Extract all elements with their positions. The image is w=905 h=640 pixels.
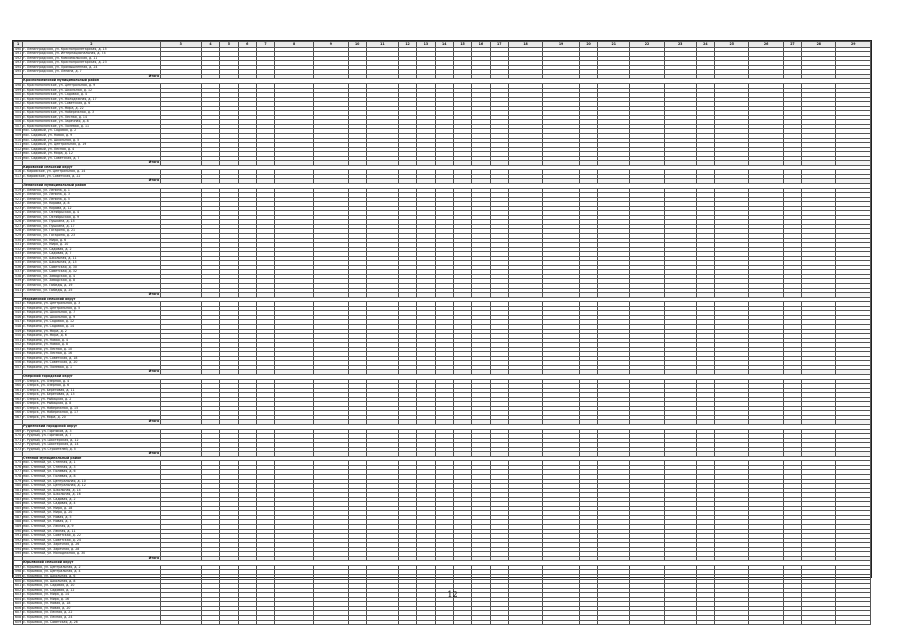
row-number-cell: 516 — [15, 169, 22, 174]
row-number-cell: 570 — [15, 433, 22, 438]
row-number-cell: 507 — [15, 123, 22, 128]
row-number-cell: 594 — [15, 546, 22, 551]
row-number-cell: 525 — [15, 214, 22, 219]
row-number-cell: 543 — [15, 301, 22, 306]
row-number-cell: 534 — [15, 255, 22, 260]
column-number-cell: 6 — [238, 42, 256, 48]
row-number-cell: 599 — [15, 574, 22, 579]
address-cell: с. Юрьевка, ул. Центральная, д. 2 — [23, 565, 160, 570]
column-number-cell: 9 — [314, 42, 348, 48]
row-number-cell: 512 — [15, 146, 22, 151]
row-number-cell: 492 — [15, 55, 22, 60]
row-number-cell: 560 — [15, 383, 22, 388]
address-cell: пос. Степной, ул. Советская, д. 24 — [23, 538, 160, 543]
row-number-cell: 595 — [15, 551, 22, 556]
row-number-cell: 522 — [15, 201, 22, 206]
address-cell: с. Юрьевка, ул. Садовая, д. 10 — [23, 584, 160, 589]
address-cell: с. Юрьевка, ул. Лесная, д. 22 — [23, 611, 160, 616]
row-number-cell: 501 — [15, 96, 22, 101]
row-number-cell: 585 — [15, 505, 22, 510]
address-cell: г. Ленинск, ул. Пушкина, д. 17 — [23, 224, 160, 229]
row-number-cell: 504 — [15, 110, 22, 115]
row-number-cell: 578 — [15, 474, 22, 478]
address-cell: с. Кировское, ул. Советская, д. 22 — [23, 174, 160, 179]
address-cell: г. Ленинградская, ул. Интернациональная, д. 74 — [23, 52, 160, 57]
column-number-cell: 29 — [836, 42, 871, 48]
address-cell: пос. Степной, ул. Степная, д. 3 — [23, 465, 160, 470]
address-cell: с. Маркино, ул. Центральная, д. 3 — [23, 302, 160, 307]
page-number: 12 — [447, 590, 458, 599]
address-cell: г. Ленинск, ул. Советская, д. 30 — [23, 265, 160, 270]
address-cell: г. Озерск, ул. Набережная, д. 15 — [23, 406, 160, 411]
address-cell: с. Краснополянское, ул. Заречная, д. 8 — [23, 120, 160, 125]
address-cell: с. Маркино, ул. Садовая, д. 14 — [23, 324, 160, 329]
row-number-cell: 526 — [15, 219, 22, 224]
row-number-cell: 593 — [15, 542, 22, 547]
address-cell: г. Ленинск, ул. Советская, д. 32 — [23, 270, 160, 275]
address-cell: г. Озерск, ул. Озерная, д. 6 — [23, 384, 160, 389]
address-cell: с. Юрьевка, ул. Новая, д. 20 — [23, 606, 160, 611]
row-number-cell: 541 — [15, 287, 22, 292]
document-sheet — [12, 40, 872, 624]
address-cell: г. Озерск, ул. Рыбацкая, д. 8 — [23, 402, 160, 407]
address-cell: пос. Степной, ул. Заречная, д. 26 — [23, 543, 160, 548]
address-cell: с. Краснополянское, ул. Набережная, д. 3 — [23, 111, 160, 116]
row-number-cell: 605 — [15, 601, 22, 606]
address-cell: г. Ленинск, ул. Школьная, д. 11 — [23, 256, 160, 261]
row-number-cell: 500 — [15, 92, 22, 97]
column-number-cell: 3 — [160, 42, 201, 48]
address-cell: с. Юрьевка, ул. Мира, д. 16 — [23, 597, 160, 602]
column-number-cell: 19 — [543, 42, 580, 48]
value-cell — [201, 620, 219, 625]
row-number-cell: 521 — [15, 196, 22, 201]
row-number-cell: 546 — [15, 314, 22, 319]
column-number-cell: 12 — [398, 42, 416, 48]
row-number-cell: 569 — [15, 428, 22, 433]
row-number-cell: 567 — [15, 414, 22, 419]
section-title: Краснополянский муниципальный район — [23, 79, 871, 84]
address-cell: г. Ленинск, ул. Кирова, д. 8 — [23, 202, 160, 207]
address-cell: г. Ленинск, ул. Мира, д. 10 — [23, 243, 160, 248]
section-title: Озерский городской округ — [23, 374, 871, 379]
value-cell — [783, 620, 801, 625]
address-cell: пос. Степной, ул. Полевая, д. 8 — [23, 475, 160, 480]
total-label: Итого — [23, 74, 160, 79]
address-cell: г. Ленинградская, ул. Ленина, д. 7 — [23, 70, 160, 75]
column-number-cell: 8 — [275, 42, 314, 48]
row-number-cell: 535 — [15, 260, 22, 265]
row-number-cell: 586 — [15, 510, 22, 515]
row-number-cell: 490 — [15, 46, 22, 51]
row-number-cell: 550 — [15, 333, 22, 338]
address-cell: пос. Степной, ул. Садовая, д. 2 — [23, 497, 160, 502]
row-number-cell: 499 — [15, 87, 22, 92]
value-cell — [579, 620, 597, 625]
row-number-cell: 506 — [15, 119, 22, 124]
row-number-cell: 573 — [15, 446, 22, 451]
address-cell: г. Ленинградская, ул. Промышленная, д. 24 — [23, 65, 160, 70]
address-cell: с. Юрьевка, ул. Садовая, д. 12 — [23, 588, 160, 593]
row-number-cell: 532 — [15, 246, 22, 251]
row-number-cell: 533 — [15, 251, 22, 256]
address-cell: г. Озерск, ул. Береговая, д. 11 — [23, 388, 160, 393]
address-cell: с. Краснополянское, ул. Молодежная, д. 17 — [23, 97, 160, 102]
column-number-cell: 15 — [453, 42, 471, 48]
row-number-cell: 591 — [15, 533, 22, 538]
row-number-cell: 508 — [15, 128, 22, 133]
value-cell — [314, 620, 348, 625]
column-number-cell: 1 — [14, 42, 23, 48]
row-number-cell: 531 — [15, 242, 22, 247]
row-number-cell: 494 — [15, 64, 22, 69]
row-number-cell: 539 — [15, 278, 22, 283]
row-number-cell: 510 — [15, 137, 22, 142]
row-number-cell: 607 — [15, 610, 22, 615]
address-cell: с. Юрьевка, ул. Новая, д. 18 — [23, 602, 160, 607]
address-cell: пос. Степной, ул. Степная, д. 1 — [23, 461, 160, 466]
address-cell: пос. Садовый, ул. Новая, д. 9 — [23, 133, 160, 138]
value-cell — [802, 620, 836, 625]
table-row — [14, 620, 871, 625]
row-number-cell: 529 — [15, 233, 22, 238]
row-number-cell: 566 — [15, 410, 22, 415]
address-cell: пос. Степной, ул. Молодежная, д. 30 — [23, 552, 160, 557]
address-cell: с. Маркино, ул. Полевая, д. 1 — [23, 365, 160, 370]
address-cell: г. Ленинск, ул. Школьная, д. 13 — [23, 261, 160, 266]
address-cell: пос. Степной, ул. Полевая, д. 6 — [23, 470, 160, 475]
row-number-cell: 495 — [15, 69, 22, 74]
address-cell: г. Рудный, ул. Шахтерская, д. 14 — [23, 443, 160, 448]
column-number-cell: 25 — [715, 42, 749, 48]
value-cell — [472, 620, 490, 625]
row-number-cell: 527 — [15, 223, 22, 228]
column-number-cell: 10 — [348, 42, 366, 48]
address-cell: г. Ленинградская, ул. Комсомольская, д. 11 — [23, 56, 160, 61]
address-cell: пос. Степной, ул. Лесная, д. 11 — [23, 529, 160, 534]
address-cell: пос. Садовый, ул. Центральная, д. 19 — [23, 143, 160, 148]
row-number-cell: 563 — [15, 396, 22, 401]
row-number-cell: 517 — [15, 173, 22, 178]
row-number-cell: 549 — [15, 328, 22, 333]
address-cell: пос. Садовый, ул. Советская, д. 7 — [23, 156, 160, 161]
row-number-cell: 592 — [15, 537, 22, 542]
column-number-cell: 26 — [749, 42, 783, 48]
row-number-cell: 551 — [15, 337, 22, 342]
address-cell: пос. Степной, ул. Школьная, д. 14 — [23, 488, 160, 493]
total-label: Итого — [23, 179, 160, 184]
column-number-cell: 11 — [366, 42, 398, 48]
address-cell: с. Маркино, ул. Школьная, д. 9 — [23, 315, 160, 320]
address-cell: пос. Степной, ул. Советская, д. 22 — [23, 534, 160, 539]
column-number-cell: 23 — [664, 42, 696, 48]
address-cell: пос. Степной, ул. Садовая, д. 4 — [23, 502, 160, 507]
address-cell: г. Ленинск, ул. Победы, д. 19 — [23, 284, 160, 289]
total-label: Итого — [23, 161, 160, 166]
column-number-cell: 28 — [802, 42, 836, 48]
address-cell: г. Ленинск, ул. Заводская, д. 8 — [23, 279, 160, 284]
address-cell: пос. Степной, ул. Заречная, д. 28 — [23, 547, 160, 552]
address-cell: с. Краснополянское, ул. Школьная, д. 12 — [23, 88, 160, 93]
row-number-cell: 523 — [15, 205, 22, 210]
address-cell: пос. Степной, ул. Лесная, д. 9 — [23, 525, 160, 530]
value-cell — [275, 620, 314, 625]
row-number-cell: 601 — [15, 583, 22, 588]
address-cell: пос. Степной, ул. Мира, д. 20 — [23, 511, 160, 516]
address-cell: г. Озерск, ул. Набережная, д. 17 — [23, 411, 160, 416]
row-number-cell: 556 — [15, 360, 22, 365]
row-number-cell: 600 — [15, 578, 22, 583]
row-number-cell: 538 — [15, 273, 22, 278]
value-cell — [664, 620, 696, 625]
value-cell — [256, 620, 274, 625]
address-cell: пос. Садовый, ул. Школьная, д. 5 — [23, 138, 160, 143]
row-number-cell: 553 — [15, 346, 22, 351]
row-number-cell: 583 — [15, 496, 22, 501]
section-title: Маркинский сельский округ — [23, 297, 871, 302]
row-number-cell: 555 — [15, 355, 22, 360]
row-number-cell: 545 — [15, 310, 22, 315]
address-cell: с. Юрьевка, ул. Школьная, д. 8 — [23, 579, 160, 584]
total-label: Итого — [23, 293, 160, 298]
address-cell: с. Краснополянское, ул. Мира, д. 22 — [23, 106, 160, 111]
address-cell: г. Озерск, ул. Мира, д. 20 — [23, 415, 160, 420]
column-number-cell: 17 — [490, 42, 508, 48]
address-cell: г. Озерск, ул. Рыбацкая, д. 2 — [23, 397, 160, 402]
value-cell — [398, 620, 416, 625]
address-cell: г. Ленинск, ул. Садовая, д. 2 — [23, 247, 160, 252]
address-cell: с. Маркино, ул. Мира, д. 2 — [23, 329, 160, 334]
row-number-cell: 498 — [15, 82, 22, 87]
section-title: Юрьевский сельский округ — [23, 561, 871, 566]
address-cell: г. Рудный, ул. Шахтерская, д. 12 — [23, 438, 160, 443]
address-cell: г. Рудный, ул. Строителей, д. 5 — [23, 447, 160, 452]
row-number-cell: 608 — [15, 614, 22, 619]
row-number-cell: 584 — [15, 501, 22, 506]
address-cell: г. Ленинск, ул. Победы, д. 25 — [23, 288, 160, 293]
row-number-cell: 565 — [15, 405, 22, 410]
address-cell: с. Маркино, ул. Садовая, д. 12 — [23, 320, 160, 325]
row-number-cell: 552 — [15, 342, 22, 347]
address-cell: пос. Садовый, ул. Мира, д. 12 — [23, 152, 160, 157]
value-cell — [348, 620, 366, 625]
address-cell: г. Рудный, ул. Горняков, д. 3 — [23, 429, 160, 434]
address-cell: пос. Садовый, ул. Садовая, д. 2 — [23, 129, 160, 134]
row-number-cell: 572 — [15, 442, 22, 447]
section-title: Рудненский городской округ — [23, 424, 871, 429]
value-cell — [220, 620, 238, 625]
address-cell: с. Юрьевка, ул. Лесная, д. 24 — [23, 615, 160, 620]
value-cell — [749, 620, 783, 625]
value-cell — [630, 620, 664, 625]
column-number-cell: 13 — [417, 42, 435, 48]
row-number-cell: 577 — [15, 469, 22, 474]
row-number-cell: 575 — [15, 460, 22, 465]
address-cell: пос. Степной, ул. Центральная, д. 10 — [23, 479, 160, 484]
row-number-cell: 581 — [15, 487, 22, 492]
row-number-cell: 537 — [15, 269, 22, 274]
value-cell — [160, 620, 201, 625]
address-cell: с. Юрьевка, ул. Центральная, д. 4 — [23, 570, 160, 575]
column-number-cell: 21 — [598, 42, 630, 48]
address-cell: г. Ленинск, ул. Кирова, д. 12 — [23, 206, 160, 211]
total-label: Итого — [23, 556, 160, 561]
value-cell — [490, 620, 508, 625]
row-number-cell: 557 — [15, 364, 22, 369]
address-cell: с. Кировское, ул. Центральная, д. 14 — [23, 170, 160, 175]
value-cell — [366, 620, 398, 625]
address-cell: с. Юрьевка, ул. Советская, д. 26 — [23, 620, 160, 625]
row-number-cell: 493 — [15, 60, 22, 65]
row-number-cell: 511 — [15, 142, 22, 147]
address-cell: г. Ленинск, ул. Мира, д. 6 — [23, 238, 160, 243]
column-number-cell: 5 — [220, 42, 238, 48]
address-cell: г. Ленинск, ул. Ленина, д. 5 — [23, 197, 160, 202]
column-number-cell: 14 — [435, 42, 453, 48]
column-number-cell: 16 — [472, 42, 490, 48]
row-number-cell: 603 — [15, 592, 22, 597]
row-number-cell: 590 — [15, 528, 22, 533]
address-cell: с. Маркино, ул. Центральная, д. 5 — [23, 306, 160, 311]
row-number-cell: 597 — [15, 564, 22, 569]
address-cell: с. Краснополянское, ул. Лесная, д. 14 — [23, 115, 160, 120]
address-cell: с. Маркино, ул. Лесная, д. 16 — [23, 352, 160, 357]
address-cell: пос. Степной, ул. Новая, д. 5 — [23, 515, 160, 520]
row-number-cell: 588 — [15, 519, 22, 524]
address-cell: г. Ленинск, ул. Гагарина, д. 23 — [23, 234, 160, 239]
value-cell — [836, 620, 871, 625]
address-cell: с. Краснополянское, ул. Садовая, д. 4 — [23, 93, 160, 98]
row-number-cell: 544 — [15, 305, 22, 310]
address-cell: г. Ленинградская, ул. Краснопролетарская, д. 15 — [23, 47, 160, 52]
address-cell: с. Маркино, ул. Советская, д. 18 — [23, 356, 160, 361]
row-number-cell: 604 — [15, 596, 22, 601]
column-number-cell: 24 — [696, 42, 714, 48]
row-number-cell: 520 — [15, 192, 22, 197]
address-cell: с. Краснополянское, ул. Советская, д. 6 — [23, 102, 160, 107]
address-cell: с. Маркино, ул. Советская, д. 20 — [23, 361, 160, 366]
total-label: Итого — [23, 420, 160, 425]
row-number-cell: 548 — [15, 323, 22, 328]
address-cell: с. Маркино, ул. Новая, д. 4 — [23, 338, 160, 343]
row-number-cell: 528 — [15, 228, 22, 233]
value-cell — [238, 620, 256, 625]
value-cell — [453, 620, 471, 625]
repair-schedule-table — [13, 41, 871, 625]
value-cell — [543, 620, 580, 625]
row-number-cell: 587 — [15, 514, 22, 519]
section-title: Степной муниципальный район — [23, 456, 871, 461]
row-number-cell: 540 — [15, 283, 22, 288]
address-cell: пос. Степной, ул. Школьная, д. 16 — [23, 493, 160, 498]
address-cell: г. Ленинск, ул. Ленина, д. 3 — [23, 193, 160, 198]
address-cell: г. Озерск, ул. Береговая, д. 13 — [23, 393, 160, 398]
row-number-cell: 547 — [15, 319, 22, 324]
address-cell: с. Краснополянское, ул. Центральная, д. 9 — [23, 83, 160, 88]
address-cell: пос. Степной, ул. Центральная, д. 12 — [23, 484, 160, 489]
row-number-cell: 576 — [15, 464, 22, 469]
value-cell — [598, 620, 630, 625]
total-label: Итого — [23, 452, 160, 457]
value-cell — [715, 620, 749, 625]
row-number-cell: 554 — [15, 351, 22, 356]
address-cell: с. Юрьевка, ул. Школьная, д. 6 — [23, 575, 160, 580]
address-cell: г. Рудный, ул. Горняков, д. 7 — [23, 434, 160, 439]
address-cell: с. Маркино, ул. Школьная, д. 7 — [23, 311, 160, 316]
row-number-cell: 503 — [15, 105, 22, 110]
row-number-cell: 524 — [15, 210, 22, 215]
address-cell: с. Маркино, ул. Мира, д. 6 — [23, 334, 160, 339]
column-number-cell: 7 — [256, 42, 274, 48]
address-cell: г. Озерск, ул. Озерная, д. 4 — [23, 379, 160, 384]
row-number-cell: 579 — [15, 478, 22, 483]
column-number-cell: 20 — [579, 42, 597, 48]
column-number-cell: 27 — [783, 42, 801, 48]
address-cell: г. Ленинск, ул. Октябрьская, д. 4 — [23, 211, 160, 216]
address-cell: г. Ленинск, ул. Заводская, д. 4 — [23, 274, 160, 279]
row-number-cell: 582 — [15, 492, 22, 497]
value-cell — [696, 620, 714, 625]
row-number-cell: 505 — [15, 114, 22, 119]
address-cell: с. Краснополянское, ул. Полевая, д. 11 — [23, 124, 160, 129]
row-number-cell: 606 — [15, 605, 22, 610]
address-cell: с. Маркино, ул. Новая, д. 8 — [23, 343, 160, 348]
row-number-cell: 513 — [15, 151, 22, 156]
address-cell: пос. Садовый, ул. Лесная, д. 4 — [23, 147, 160, 152]
row-number-cell: 559 — [15, 378, 22, 383]
section-title: Кировский сельский округ — [23, 165, 871, 170]
row-number-cell: 580 — [15, 483, 22, 488]
address-cell: пос. Степной, ул. Новая, д. 7 — [23, 520, 160, 525]
row-number-cell: 598 — [15, 569, 22, 574]
column-number-cell: 2 — [23, 42, 160, 48]
row-number-cell: 571 — [15, 437, 22, 442]
row-number-cell: 536 — [15, 264, 22, 269]
address-cell: г. Ленинградская, ул. Краснопролетарская, д. 23 — [23, 61, 160, 66]
column-number-cell: 22 — [630, 42, 664, 48]
value-cell — [417, 620, 435, 625]
address-cell: пос. Степной, ул. Мира, д. 18 — [23, 506, 160, 511]
row-number-cell: 519 — [15, 187, 22, 192]
address-cell: с. Маркино, ул. Лесная, д. 10 — [23, 347, 160, 352]
address-cell: г. Ленинск, ул. Садовая, д. 7 — [23, 252, 160, 257]
column-number-cell: 18 — [508, 42, 542, 48]
row-number-cell: 564 — [15, 401, 22, 406]
row-number-cell: 562 — [15, 392, 22, 397]
column-number-cell: 4 — [201, 42, 219, 48]
section-title: Ленинский муниципальный район — [23, 184, 871, 189]
row-number-cell: 602 — [15, 587, 22, 592]
address-cell: г. Ленинск, ул. Пушкина, д. 15 — [23, 220, 160, 225]
value-cell — [435, 620, 453, 625]
row-number-cell: 514 — [15, 155, 22, 160]
row-number-cell: 589 — [15, 524, 22, 529]
address-cell: г. Ленинск, ул. Ленина, д. 1 — [23, 188, 160, 193]
value-cell — [508, 620, 542, 625]
row-number-cell: 509 — [15, 132, 22, 137]
row-number-cell: 609 — [15, 619, 22, 624]
address-cell: с. Юрьевка, ул. Мира, д. 14 — [23, 593, 160, 598]
row-number-cell: 561 — [15, 387, 22, 392]
address-cell: г. Ленинск, ул. Гагарина, д. 21 — [23, 229, 160, 234]
row-number-cell: 530 — [15, 237, 22, 242]
address-cell: г. Ленинск, ул. Октябрьская, д. 9 — [23, 215, 160, 220]
row-number-cell: 491 — [15, 51, 22, 56]
row-number-cell: 502 — [15, 101, 22, 106]
total-label: Итого — [23, 370, 160, 375]
